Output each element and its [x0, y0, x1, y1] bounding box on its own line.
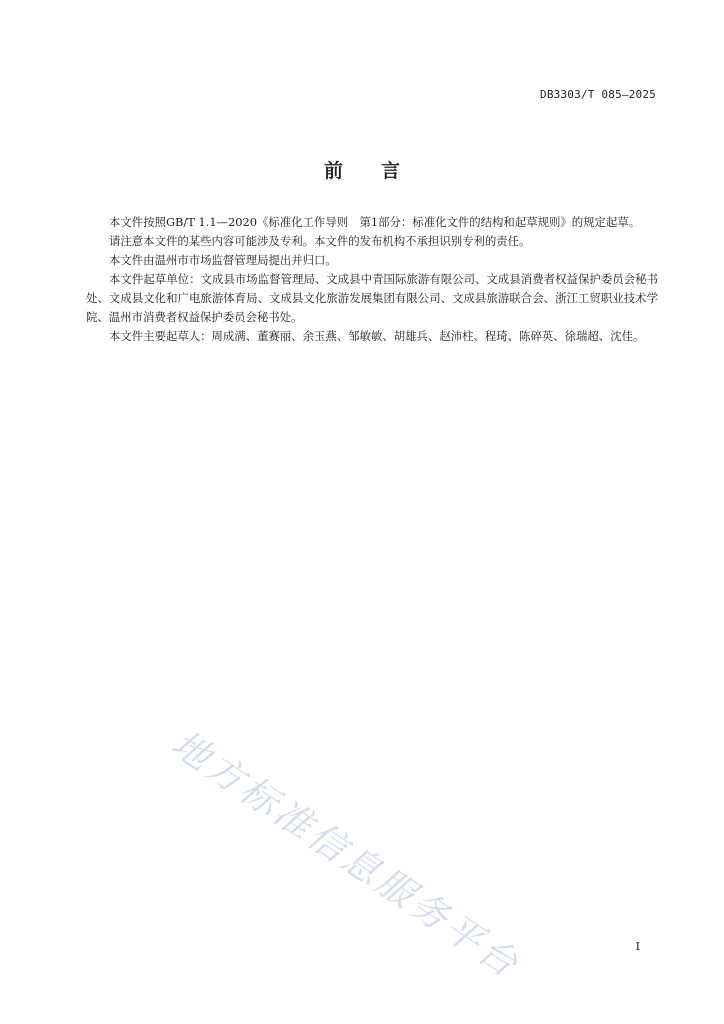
foreword-body — [86, 213, 658, 346]
watermark: 地方标准信息服务平台 — [164, 722, 528, 987]
page-title: 前言 — [323, 160, 438, 182]
paragraph-drafting-rules: 本文件按照GB/T 1.1—2020《标准化工作导则 第1部分：标准化文件的结构和起草规则》的规定起草。 — [109, 215, 641, 229]
document-code: DB3303/T 085—2025 — [540, 88, 656, 101]
paragraph-main-drafters: 本文件主要起草人：周成满、董赛丽、余玉燕、邹敏敏、胡雄兵、赵沛柱、程琦、陈碎英、徐瑞超、沈佳。 — [109, 329, 645, 343]
paragraph-proposer: 本文件由温州市市场监督管理局提出并归口。 — [109, 253, 337, 267]
page-number: I — [635, 940, 640, 953]
paragraph-patent-notice: 请注意本文件的某些内容可能涉及专利。本文件的发布机构不承担识别专利的责任。 — [109, 234, 531, 248]
paragraph-drafting-units: 本文件起草单位：文成县市场监督管理局、文成县中青国际旅游有限公司、文成县消费者权益保护委员会秘书处、文成县文化和广电旅游体育局、文成县文化旅游发展集团有限公司、文成县旅游联合会、浙江工贸职业技术学院、温州市消费者权益保护委员会秘书处。 — [86, 272, 658, 324]
